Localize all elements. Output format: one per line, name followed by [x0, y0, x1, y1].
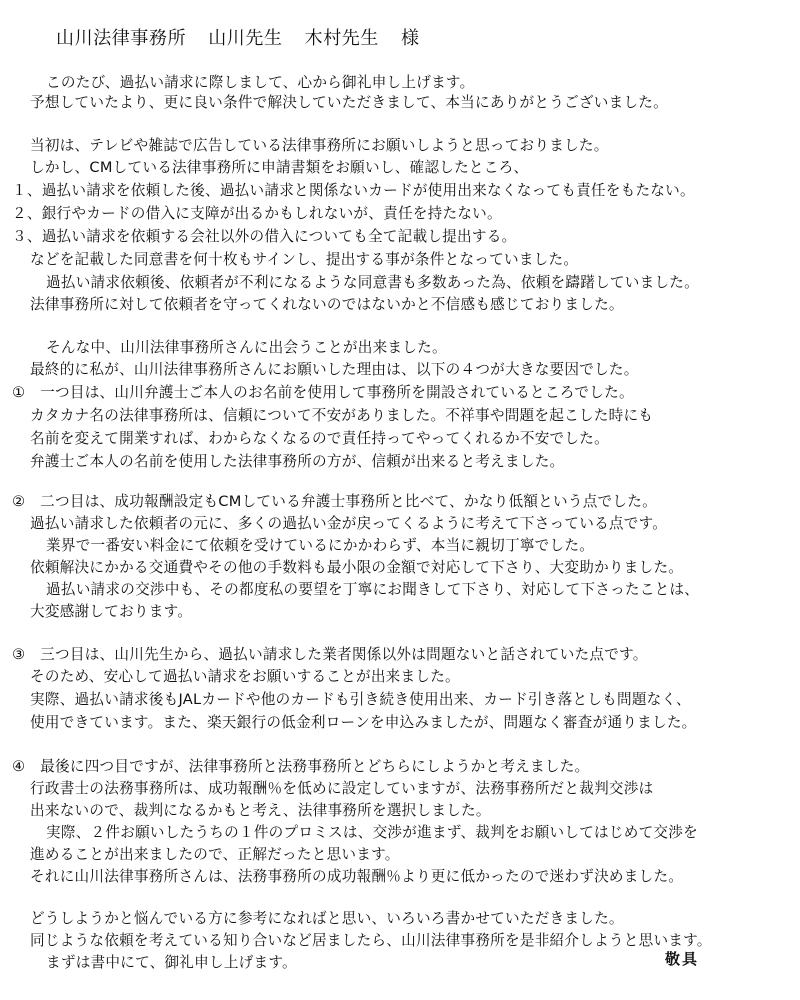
letter-line: 最終的に私が、山川法律事務所さんにお願いした理由は、以下の４つが大きな要因でした。 — [30, 361, 639, 378]
addressee-teacher-2: 木村先生 — [304, 28, 380, 49]
letter-line: 使用できています。また、楽天銀行の低金利ローンを申込みましたが、問題なく審査が通りました。 — [30, 714, 697, 731]
letter-line: 大変感謝しております。 — [30, 603, 193, 620]
letter-line: しかし、CMしている法律事務所に申請書類をお願いし、確認したところ、 — [30, 159, 529, 176]
letter-line: 法律事務所に対して依頼者を守ってくれないのではないかと不信感も感じておりました。 — [30, 296, 624, 313]
addressee-honorific: 様 — [401, 28, 420, 49]
letter-line: 過払い請求の交渉中も、その都度私の要望を丁寧にお聞きして下さり、対応して下さったことは、 — [46, 581, 700, 598]
letter-line: 業界で一番安い料金にて依頼を受けているにかかわらず、本当に親切丁寧でした。 — [46, 537, 595, 554]
letter-line: ３、過払い請求を依頼する会社以外の借入についても全て記載し提出する。 — [12, 228, 517, 245]
letter-line: 過払い請求依頼後、依頼者が不利になるような同意書も多数あった為、依頼を躊躇していました。 — [46, 274, 699, 291]
addressee-line — [56, 26, 442, 52]
letter-line: そんな中、山川法律事務所さんに出会うことが出来ました。 — [46, 339, 447, 356]
letter-line: ２、銀行やカードの借入に支障が出るかもしれないが、責任を持たない。 — [12, 205, 502, 222]
letter-line: 実際、過払い請求後もJALカードや他のカードも引き続き使用出来、カード引き落としも問題なく、 — [30, 691, 691, 708]
letter-line: どうしようかと悩んでいる方に参考になればと思い、いろいろ書かせていただきました。 — [30, 910, 624, 927]
closing-phrase: 敬具 — [665, 950, 700, 968]
addressee-firm: 山川法律事務所 — [56, 28, 187, 49]
letter-line: 弁護士ご本人の名前を使用した法律事務所の方が、信頼が出来ると考えました。 — [30, 453, 565, 470]
letter-line: 出来ないので、裁判になるかもと考え、法律事務所を選択しました。 — [30, 802, 491, 819]
letter-line: それに山川法律事務所さんは、法務事務所の成功報酬％より更に低かったので迷わず決めました。 — [30, 868, 684, 885]
letter-line: 同じような依頼を考えている知り合いなど居ましたら、山川法律事務所を是非紹介しようと思います。 — [30, 932, 712, 949]
letter-line: 進めることが出来ましたので、正解だったと思います。 — [30, 846, 400, 863]
letter-line: 当初は、テレビや雑誌で広告している法律事務所にお願いしようと思っておりました。 — [30, 137, 609, 154]
letter-line: ③ 三つ目は、山川先生から、過払い請求した業者関係以外は問題ないと話されていた点です。 — [12, 646, 648, 663]
addressee-teacher-1: 山川先生 — [208, 28, 283, 49]
letter-line: 名前を変えて開業すれば、わからなくなるので責任持ってやってくれるか不安でした。 — [30, 430, 609, 447]
letter-line: 依頼解決にかかる交通費やその他の手数料も最小限の金額で対応して下さり、大変助かりました。 — [30, 559, 684, 576]
letter-line: そのため、安心して過払い請求をお願いすることが出来ました。 — [30, 668, 460, 685]
letter-line: ④ 最後に四つ目ですが、法律事務所と法務事務所とどちらにしようかと考えました。 — [12, 758, 590, 775]
letter-line: などを記載した同意書を何十枚もサインし、提出する事が条件となっていました。 — [30, 251, 579, 268]
letter-line: 実際、２件お願いしたうちの１件のプロミスは、交渉が進まず、裁判をお願いしてはじめて交渉を — [46, 824, 698, 841]
letter-line: 予想していたより、更に良い条件で解決していただきまして、本当にありがとうございました。 — [30, 94, 668, 111]
letter-line: 行政書士の法務事務所は、成功報酬％を低めに設定していますが、法務事務所だと裁判交渉は — [30, 780, 654, 797]
letter-line: このたび、過払い請求に際しまして、心から御礼申し上げます。 — [46, 74, 475, 91]
letter-line: １、過払い請求を依頼した後、過払い請求と関係ないカードが使用出来なくなっても責任をもたない。 — [12, 182, 695, 199]
letter-line: まずは書中にて、御礼申し上げます。 — [46, 954, 297, 971]
letter-line: カタカナ名の法律事務所は、信頼について不安がありました。不祥事や問題を起こした時にも — [30, 407, 654, 424]
letter-line: ① 一つ目は、山川弁護士ご本人のお名前を使用して事務所を開設されているところでした。 — [12, 384, 634, 401]
letter-line: ② 二つ目は、成功報酬設定もCMしている弁護士事務所と比べて、かなり低額という点でした。 — [12, 493, 657, 510]
letter-line: 過払い請求した依頼者の元に、多くの過払い金が戻ってくるように考えて下さっている点です。 — [30, 515, 668, 532]
